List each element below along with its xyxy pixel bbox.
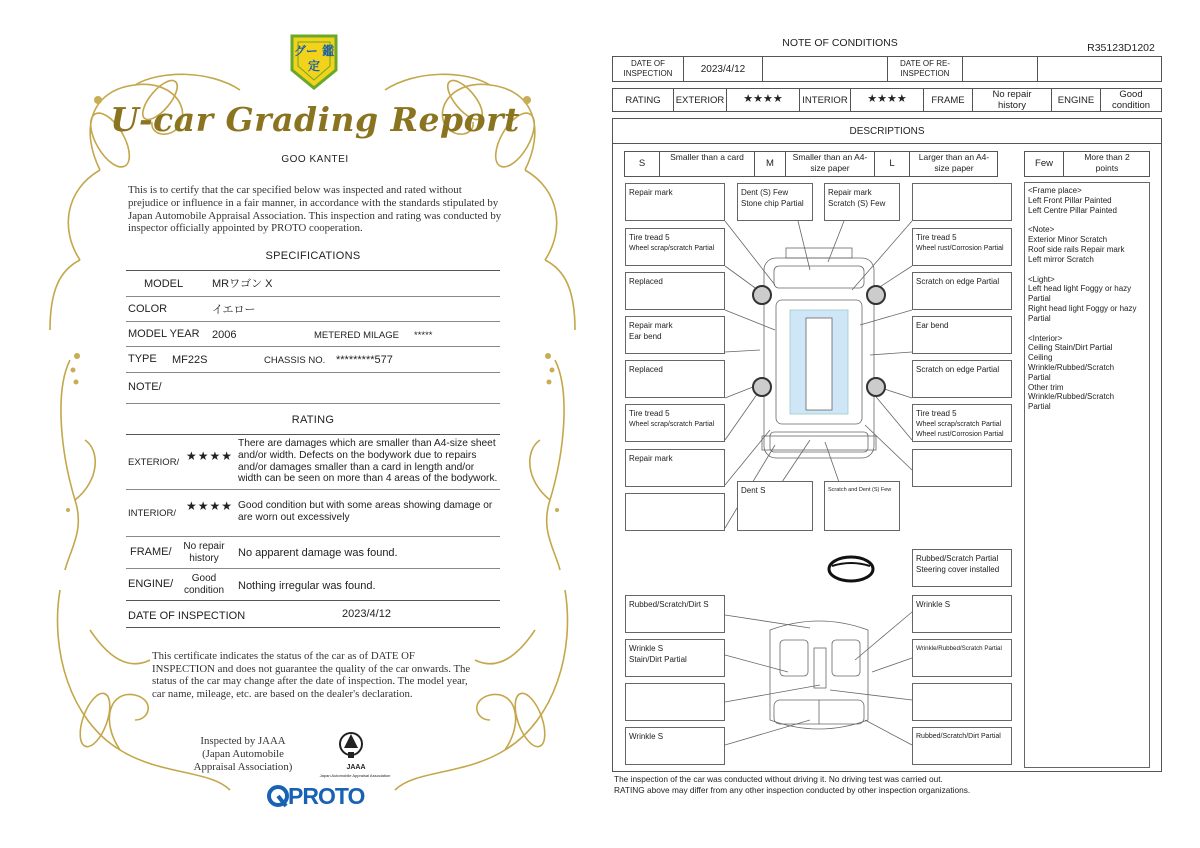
note-line: Partial	[1028, 402, 1051, 412]
color-value: イエロー	[212, 304, 256, 316]
divider	[126, 296, 500, 297]
chassis-value: *********577	[336, 354, 393, 366]
frame-label: FRAME	[931, 95, 965, 106]
frame-value: No repair history	[992, 89, 1032, 111]
condition-box	[912, 272, 1012, 310]
chassis-label: CHASSIS NO.	[264, 355, 326, 366]
condition-box	[625, 493, 725, 531]
note-line: Wrinkle/Rubbed/Scratch	[1028, 362, 1115, 372]
jaaa-logo-subtext: Japan Automobile Appraisal Association	[319, 773, 391, 778]
condition-box	[625, 449, 725, 487]
divider	[126, 372, 500, 373]
condition-text: Wrinkle S	[916, 600, 951, 609]
condition-box	[625, 595, 725, 633]
note-line: Left Front Pillar Painted	[1028, 195, 1112, 205]
legend-m-description: Smaller than an A4-size paper	[792, 152, 868, 173]
date-of-reinspection-label: DATE OF RE-INSPECTION	[899, 59, 951, 78]
certificate-footer: This certificate indicates the status of the car as of DATE OF INSPECTION and does not guarantee the quality of the car onwards. The status of the car may change after the date of inspection. The model year, car name, mileage, etc. are based on the dealer's declaration.	[152, 650, 471, 700]
condition-box	[912, 449, 1012, 487]
engine-value: Good condition	[1111, 89, 1151, 111]
condition-box	[912, 639, 1012, 677]
condition-text: Scratch and Dent (S) Few	[828, 487, 892, 493]
jaaa-emblem-icon	[336, 728, 366, 768]
note-of-conditions-sheet	[610, 0, 1166, 848]
condition-text: Repair mark	[629, 454, 673, 463]
condition-box	[625, 727, 725, 765]
note-line: Partial	[1028, 372, 1051, 382]
note-line: Ceiling	[1028, 353, 1053, 363]
condition-box	[912, 228, 1012, 266]
note-line: Partial	[1028, 313, 1051, 323]
date-of-inspection-label: DATE OF INSPECTION	[128, 610, 246, 622]
interior-stars: ★★★★	[867, 93, 907, 105]
divider	[126, 403, 500, 404]
condition-text: Dent (S) Few	[741, 188, 789, 197]
condition-box	[625, 228, 725, 266]
condition-text: Rubbed/Scratch Partial	[916, 554, 999, 563]
rating-label: RATING	[625, 95, 661, 106]
condition-text: Wheel rust/Corrosion Partial	[916, 431, 1004, 438]
condition-text: Tire tread 5	[629, 409, 670, 418]
engine-label: ENGINE	[1057, 95, 1095, 106]
note-line: Other trim	[1028, 382, 1064, 392]
metered-mileage-value: *****	[414, 330, 433, 341]
condition-text: Scratch (S) Few	[828, 199, 886, 208]
note-line: <Light>	[1028, 274, 1055, 284]
condition-box	[737, 481, 813, 531]
condition-text: Stain/Dirt Partial	[629, 655, 687, 664]
sheet-footer-line-1: The inspection of the car was conducted without driving it. No driving test was carried out.	[614, 774, 943, 784]
condition-box	[625, 639, 725, 677]
date-of-inspection-value: 2023/4/12	[700, 64, 746, 75]
condition-box	[824, 183, 900, 221]
condition-box	[737, 183, 813, 221]
reference-code: R35123D1202	[1087, 42, 1155, 54]
condition-box	[912, 683, 1012, 721]
note-line: Left Centre Pillar Painted	[1028, 205, 1117, 215]
note-line: Roof side rails Repair mark	[1028, 244, 1125, 254]
divider	[126, 536, 500, 537]
exterior-description: There are damages which are smaller than A4-size sheet and/or width. Defects on the bodywork due to repairs and/or damages smaller than a card in length and/or width can be seen on more than 4 areas of the bodywork.	[238, 438, 498, 485]
condition-box	[912, 316, 1012, 354]
note-line: <Frame place>	[1028, 186, 1082, 195]
legend-few: Few	[1035, 158, 1053, 169]
condition-text: Scratch on edge Partial	[916, 365, 1000, 374]
condition-box	[912, 404, 1012, 442]
divider	[126, 627, 500, 628]
condition-text: Tire tread 5	[916, 409, 957, 418]
legend-s-description: Smaller than a card	[670, 152, 744, 162]
engine-label: ENGINE/	[128, 578, 174, 590]
type-label: TYPE	[128, 353, 157, 365]
frame-value: No repair history	[183, 541, 225, 564]
certificate-title: U-car Grading Report	[110, 100, 520, 139]
exterior-label: EXTERIOR	[675, 95, 725, 106]
condition-text: Ear bend	[629, 332, 662, 341]
rating-heading: RATING	[291, 414, 335, 426]
legend-m: M	[766, 158, 774, 169]
condition-box	[912, 183, 1012, 221]
notes-column	[1024, 182, 1150, 768]
condition-box	[625, 316, 725, 354]
condition-box	[912, 549, 1012, 587]
model-label: MODEL	[144, 278, 184, 290]
condition-text: Tire tread 5	[916, 233, 957, 242]
note-line: <Note>	[1028, 225, 1055, 235]
condition-text: Scratch on edge Partial	[916, 277, 1000, 286]
exterior-stars: ★★★★	[186, 449, 234, 463]
model-year-value: 2006	[212, 329, 237, 341]
descriptions-heading: DESCRIPTIONS	[849, 126, 925, 137]
note-line: Right head light Foggy or hazy	[1028, 303, 1137, 313]
condition-box	[912, 595, 1012, 633]
note-line: Exterior Minor Scratch	[1028, 235, 1108, 245]
interior-label: INTERIOR	[802, 95, 848, 106]
legend-s: S	[638, 158, 646, 169]
divider	[126, 600, 500, 601]
date-of-inspection-label: DATE OF INSPECTION	[623, 59, 673, 78]
exterior-label: EXTERIOR/	[128, 457, 180, 468]
engine-description: Nothing irregular was found.	[238, 580, 376, 592]
condition-text: Replaced	[629, 277, 663, 286]
condition-text: Tire tread 5	[629, 233, 670, 242]
certificate-intro: This is to certify that the car specified below was inspected and rated without prejudice or influence in a fair manner, in accordance with the standards stipulated by Japan Automobile Appraisal Association. This inspection and rating was conducted by inspector officially appointed by PROTO cooperation.	[128, 184, 502, 235]
certificate-subtitle: GOO KANTEI	[281, 154, 349, 165]
condition-text: Ear bend	[916, 321, 949, 330]
note-line: Ceiling Stain/Dirt Partial	[1028, 343, 1113, 353]
condition-text: Dent S	[741, 486, 766, 495]
engine-value: Good condition	[183, 573, 225, 596]
specifications-heading: SPECIFICATIONS	[265, 250, 361, 262]
sheet-footer-line-2: RATING above may differ from any other inspection conducted by other inspection organizations.	[614, 785, 971, 795]
inspected-by: Inspected by JAAA (Japan Automobile Appraisal Association)	[193, 735, 293, 773]
note-line: Left mirror Scratch	[1028, 254, 1094, 264]
condition-text: Wheel rust/Corrosion Partial	[916, 245, 1004, 252]
color-label: COLOR	[128, 303, 168, 315]
divider	[126, 489, 500, 490]
condition-box	[625, 183, 725, 221]
note-line: Wrinkle/Rubbed/Scratch	[1028, 392, 1115, 402]
divider	[126, 270, 500, 271]
jaaa-logo-text: JAAA	[346, 764, 366, 771]
divider	[126, 346, 500, 347]
proto-logo-text: PROTO	[288, 783, 365, 809]
condition-text: Rubbed/Scratch/Dirt S	[629, 600, 709, 609]
condition-text: Repair mark	[629, 321, 673, 330]
condition-text: Repair mark	[629, 188, 673, 197]
note-line: Left head light Foggy or hazy	[1028, 284, 1132, 294]
condition-text: Wrinkle S	[629, 644, 664, 653]
condition-text: Wheel scrap/scratch Partial	[629, 421, 715, 428]
divider	[126, 321, 500, 322]
legend-few-description: More than 2 points	[1084, 152, 1130, 173]
interior-description: Good condition but with some areas showing damage or are worn out excessively	[238, 500, 493, 523]
condition-text: Repair mark	[828, 188, 872, 197]
condition-box	[625, 272, 725, 310]
frame-description: No apparent damage was found.	[238, 547, 398, 559]
interior-stars: ★★★★	[186, 499, 234, 513]
condition-text: Replaced	[629, 365, 663, 374]
sheet-title: NOTE OF CONDITIONS	[782, 37, 898, 49]
date-of-inspection-value: 2023/4/12	[342, 608, 391, 620]
note-label: NOTE/	[128, 381, 162, 393]
condition-box	[625, 404, 725, 442]
condition-text: Rubbed/Scratch/Dirt Partial	[916, 733, 1001, 740]
condition-text: Wrinkle S	[629, 732, 664, 741]
model-value: MRワゴン X	[212, 278, 273, 290]
frame-label: FRAME/	[130, 546, 172, 558]
model-year-label: MODEL YEAR	[128, 328, 200, 340]
condition-box	[912, 727, 1012, 765]
metered-mileage-label: METERED MILAGE	[314, 330, 399, 341]
condition-box	[912, 360, 1012, 398]
condition-box	[824, 481, 900, 531]
condition-text: Wheel scrap/scratch Partial	[629, 245, 715, 252]
exterior-stars: ★★★★	[743, 93, 783, 105]
condition-text: Wheel scrap/scratch Partial	[916, 421, 1002, 428]
note-line: Partial	[1028, 294, 1051, 304]
legend-l-description: Larger than an A4-size paper	[918, 152, 990, 173]
note-line: <Interior>	[1028, 333, 1063, 343]
grading-certificate	[40, 30, 585, 820]
badge-text: グー 鑑定	[293, 44, 335, 73]
condition-text: Wrinkle/Rubbed/Scratch Partial	[916, 645, 1002, 652]
interior-label: INTERIOR/	[128, 508, 177, 519]
legend-l: L	[889, 158, 895, 169]
divider	[126, 434, 500, 435]
condition-text: Steering cover installed	[916, 565, 1000, 574]
condition-box	[625, 360, 725, 398]
condition-box	[625, 683, 725, 721]
divider	[126, 568, 500, 569]
type-value: MF22S	[172, 354, 208, 366]
condition-text: Stone chip Partial	[741, 199, 804, 208]
